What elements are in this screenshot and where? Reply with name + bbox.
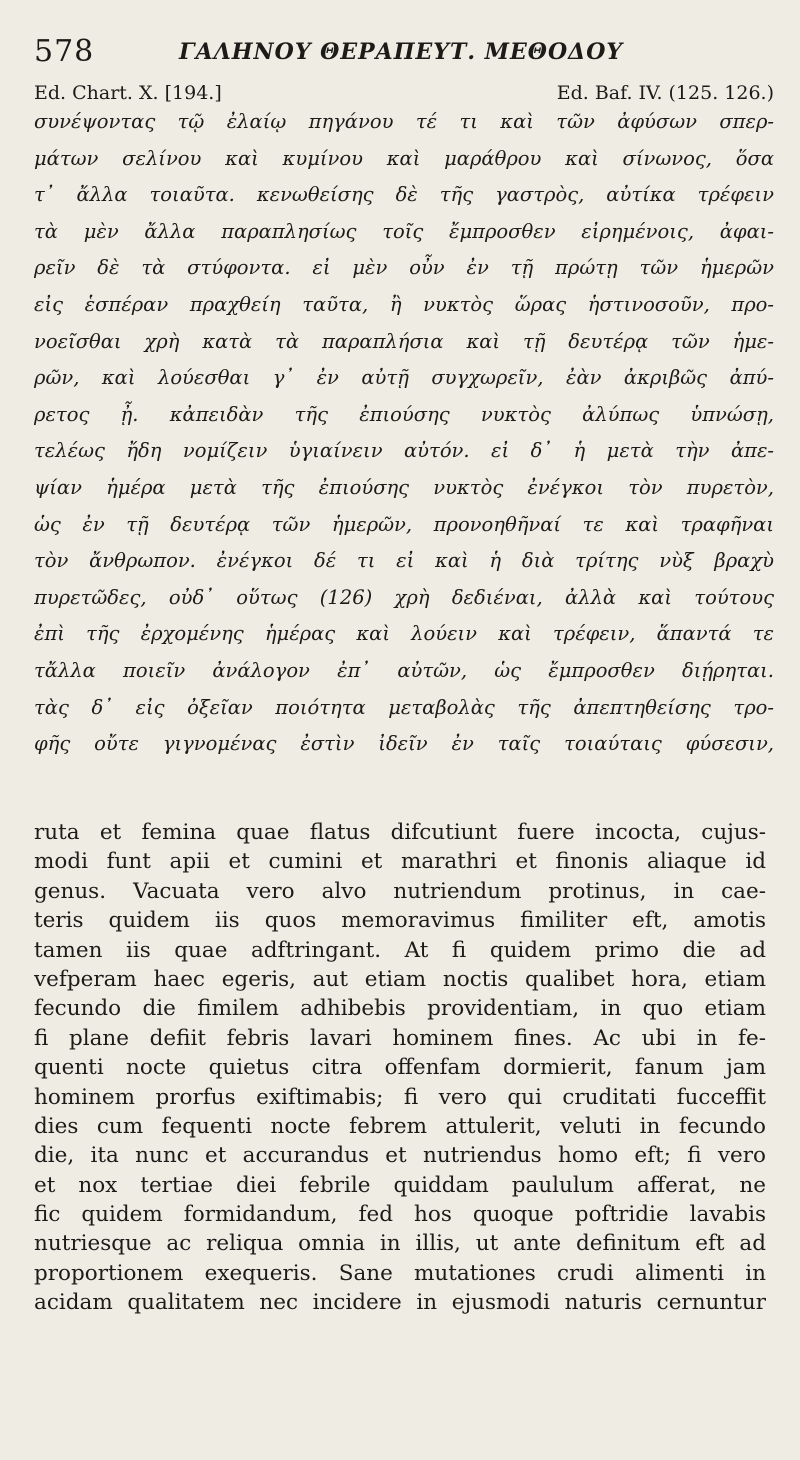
greek-text-line: εἰς ἑσπέραν πραχθείη ταῦτα, ἢ νυκτὸς ὥρας ἡστινοσοῦν, προ- bbox=[34, 292, 774, 316]
greek-text-line: τ᾽ ἄλλα τοιαῦτα. κενωθείσης δὲ τῆς γαστρὸς, αὐτίκα τρέφειν bbox=[34, 183, 774, 207]
latin-text-line: genus. Vacuata vero alvo nutriendum protinus, in cae- bbox=[34, 878, 766, 904]
greek-text-line: μάτων σελίνου καὶ κυμίνου καὶ μαράθρου καὶ σίνωνος, ὅσα bbox=[34, 146, 774, 170]
greek-text-line: πυρετῶδες, οὐδ᾽ οὕτως (126) χρὴ δεδιέναι, ἀλλὰ καὶ τούτους bbox=[34, 585, 774, 609]
latin-text-line: acidam qualitatem nec incidere in ejusmodi naturis cernuntur bbox=[34, 1290, 766, 1316]
latin-text-line: vefperam haec egeris, aut etiam noctis qualibet hora, etiam bbox=[34, 966, 766, 992]
greek-text-line: ψίαν ἡμέρα μετὰ τῆς ἐπιούσης νυκτὸς ἐνέγκοι τὸν πυρετὸν, bbox=[34, 475, 774, 499]
latin-text-line: hominem prorfus exiftimabis; fi vero qui cruditati fucceffit bbox=[34, 1084, 766, 1110]
greek-text-line: τὸν ἄνθρωπον. ἐνέγκοι δέ τι εἰ καὶ ἡ διὰ τρίτης νὺξ βραχὺ bbox=[34, 549, 774, 573]
latin-text-line: fi plane defiit febris lavari hominem fines. Ac ubi in fe- bbox=[34, 1025, 766, 1051]
greek-text-line: ρεῖν δὲ τὰ στύφοντα. εἰ μὲν οὖν ἐν τῇ πρώτῃ τῶν ἡμερῶν bbox=[34, 256, 774, 280]
latin-text-line: fic quidem formidandum, fed hos quoque poftridie lavabis bbox=[34, 1202, 766, 1228]
greek-text-line: ρῶν, καὶ λούεσθαι γ᾽ ἐν αὐτῇ συγχωρεῖν, ἐὰν ἀκριβῶς ἀπύ- bbox=[34, 366, 774, 390]
greek-text-line: τὰ μὲν ἄλλα παραπλησίως τοῖς ἔμπροσθεν εἰρημένοις, ἀφαι- bbox=[34, 219, 774, 243]
page-header bbox=[34, 32, 774, 72]
greek-text-line: συνέψοντας τῷ ἐλαίῳ πηγάνου τέ τι καὶ τῶν ἀφύσων σπερ- bbox=[34, 110, 774, 133]
greek-text bbox=[34, 104, 774, 763]
greek-text-line: ἐπὶ τῆς ἐρχομένης ἡμέρας καὶ λούειν καὶ τρέφειν, ἅπαντά τε bbox=[34, 622, 774, 646]
greek-text-line: ὡς ἐν τῇ δευτέρᾳ τῶν ἡμερῶν, προνοηθῆναί τε καὶ τραφῆναι bbox=[34, 512, 774, 536]
greek-text-line: νοεῖσθαι χρὴ κατὰ τὰ παραπλήσια καὶ τῇ δευτέρᾳ τῶν ἡμε- bbox=[34, 329, 774, 353]
latin-text-line: dies cum fequenti nocte febrem attulerit, veluti in fecundo bbox=[34, 1113, 766, 1139]
page-number: 578 bbox=[34, 34, 95, 69]
latin-text-line: modi funt apii et cumini et marathri et finonis aliaque id bbox=[34, 849, 766, 875]
latin-text-line: fecundo die fimilem adhibebis providentiam, in quo etiam bbox=[34, 996, 766, 1022]
greek-text-line: φῆς οὔτε γιγνομένας ἐστὶν ἰδεῖν ἐν ταῖς τοιαύταις φύσεσιν, bbox=[34, 732, 774, 756]
latin-text-line: teris quidem iis quos memoravimus fimiliter eft, amotis bbox=[34, 908, 766, 934]
latin-text-line: et nox tertiae diei febrile quiddam paululum afferat, ne bbox=[34, 1172, 766, 1198]
edition-basel: Ed. Baf. IV. (125. 126.) bbox=[556, 82, 774, 104]
greek-text-line: τἄλλα ποιεῖν ἀνάλογον ἐπ᾽ αὐτῶν, ὡς ἔμπροσθεν διῄρηται. bbox=[34, 658, 774, 682]
latin-text-line: nutriesque ac reliqua omnia in illis, ut ante definitum eft ad bbox=[34, 1231, 766, 1257]
latin-text bbox=[34, 818, 766, 1318]
latin-text-line: proportionem exequeris. Sane mutationes crudi alimenti in bbox=[34, 1260, 766, 1286]
edition-chartier: Ed. Chart. X. [194.] bbox=[34, 82, 222, 104]
greek-text-line: τελέως ἤδη νομίζειν ὑγιαίνειν αὐτόν. εἰ δ᾽ ἡ μετὰ τὴν ἀπε- bbox=[34, 439, 774, 463]
greek-text-line: ρετος ᾖ. κἀπειδὰν τῆς ἐπιούσης νυκτὸς ἀλύπως ὑπνώσῃ, bbox=[34, 402, 774, 426]
greek-text-line: τὰς δ᾽ εἰς ὀξεῖαν ποιότητα μεταβολὰς τῆς ἀπεπτηθείσης τρο- bbox=[34, 695, 774, 719]
latin-text-line: tamen iis quae adftringant. At fi quidem primo die ad bbox=[34, 937, 766, 963]
latin-text-line: quenti nocte quietus citra offenfam dormierit, fanum jam bbox=[34, 1055, 766, 1081]
running-title: ΓΑΛΗΝΟΥ ΘΕΡΑΠΕΥΤ. ΜΕΘΟΔΟΥ bbox=[179, 39, 624, 65]
latin-text-line: ruta et femina quae flatus difcutiunt fuere incocta, cujus- bbox=[34, 820, 766, 845]
latin-text-line: die, ita nunc et accurandus et nutriendus homo eft; fi vero bbox=[34, 1143, 766, 1169]
